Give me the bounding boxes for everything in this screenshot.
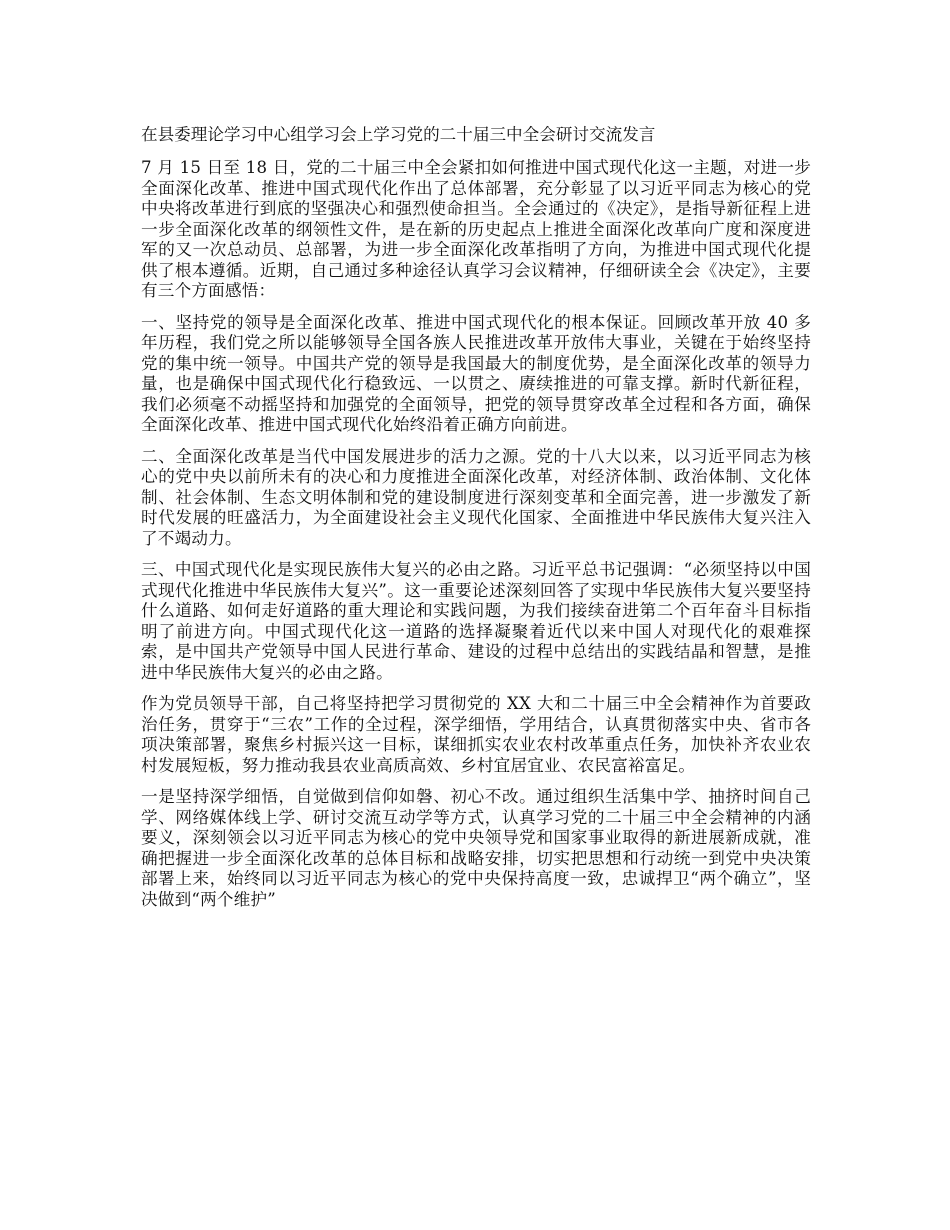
paragraph-point-three: 三、中国式现代化是实现民族伟大复兴的必由之路。习近平总书记强调：“必须坚持以中国式现代化推进中华民族伟大复兴”。这一重要论述深刻回答了实现中华民族伟大复兴要坚持什么道路、如何走好道路的重大理论和实践问题，为我们接续奋进第二个百年奋斗目标指明了前进方向。中国式现代化这一道路的选择凝聚着近代以来中国人对现代化的艰难探索，是中国共产党领导中国人民进行革命、建设的过程中总结出的实践结晶和智慧，是推进中华民族伟大复兴的必由之路。 — [141, 560, 811, 682]
paragraph-action-one: 一是坚持深学细悟，自觉做到信仰如磐、初心不改。通过组织生活集中学、抽挤时间自己学、网络媒体线上学、研讨交流互动学等方式，认真学习党的二十届三中全会精神的内涵要义，深刻领会以习近平同志为核心的党中央领导党和国家事业取得的新进展新成就，准确把握进一步全面深化改革的总体目标和战略安排，切实把思想和行动统一到党中央决策部署上来，始终同以习近平同志为核心的党中央保持高度一致，忠诚捍卫“两个确立”，坚决做到“两个维护” — [141, 787, 811, 909]
paragraph-point-two: 二、全面深化改革是当代中国发展进步的活力之源。党的十八大以来，以习近平同志为核心的党中央以前所未有的决心和力度推进全面深化改革，对经济体制、政治体制、文化体制、社会体制、生态文明体制和党的建设制度进行深刻变革和全面完善，进一步激发了新时代发展的旺盛活力，为全面建设社会主义现代化国家、全面推进中华民族伟大复兴注入了不竭动力。 — [141, 446, 811, 548]
paragraph-point-one: 一、坚持党的领导是全面深化改革、推进中国式现代化的根本保证。回顾改革开放 40 多年历程，我们党之所以能够领导全国各族人民推进改革开放伟大事业，关键在于始终坚持党的集中统一领导。中国共产党的领导是我国最大的制度优势，是全面深化改革的领导力量，也是确保中国式现代化行稳致远、一以贯之、赓续推进的可靠支撑。新时代新征程，我们必须毫不动摇坚持和加强党的全面领导，把党的领导贯穿改革全过程和各方面，确保全面深化改革、推进中国式现代化始终沿着正确方向前进。 — [141, 312, 811, 434]
document-title: 在县委理论学习中心组学习会上学习党的二十届三中全会研讨交流发言 — [141, 125, 656, 144]
paragraph-commitment: 作为党员领导干部，自己将坚持把学习贯彻党的 XX 大和二十届三中全会精神作为首要政治任务，贯穿于“三农”工作的全过程，深学细悟，学用结合，认真贯彻落实中央、省市各项决策部署，聚焦乡村振兴这一目标，谋细抓实农业农村改革重点任务，加快补齐农业农村发展短板，努力推动我县农业高质高效、乡村宜居宜业、农民富裕富足。 — [141, 694, 811, 775]
document-page — [141, 124, 811, 921]
paragraph-intro: 7 月 15 日至 18 日，党的二十届三中全会紧扣如何推进中国式现代化这一主题，对进一步全面深化改革、推进中国式现代化作出了总体部署，充分彰显了以习近平同志为核心的党中央将改革进行到底的坚强决心和强烈使命担当。全会通过的《决定》，是指导新征程上进一步全面深化改革的纲领性文件，是在新的历史起点上推进全面深化改革向广度和深度进军的又一次总动员、总部署，为进一步全面深化改革指明了方向，为推进中国式现代化提供了根本遵循。近期，自己通过多种途径认真学习会议精神，仔细研读全会《决定》，主要有三个方面感悟： — [141, 158, 811, 300]
